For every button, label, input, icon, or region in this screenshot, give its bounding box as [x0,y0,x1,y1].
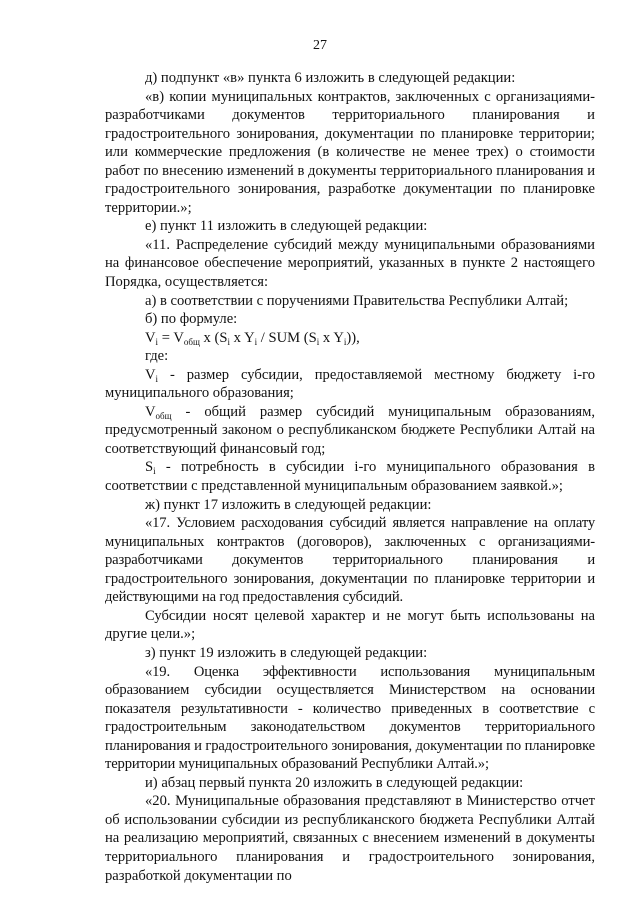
page-number: 27 [313,38,327,53]
formula-y1: Y [244,329,255,346]
formula-s2: S [308,329,317,346]
formula-y1-sub: i [254,336,258,347]
formula-v: V [145,329,156,346]
si-definition-text: - потребность в субсидии i-го муниципального образования в соответствии с представленной муниципальным образованием заявкой.»; [105,459,595,495]
paragraph-e-b: б) по формуле: [145,311,238,328]
paragraph-e-heading: е) пункт 11 изложить в следующей редакции: [145,218,428,235]
symbol-si-sub: i [153,466,156,477]
symbol-vi-sub: i [155,373,159,384]
paragraph-e-body: «11. Распределение субсидий между муниципальными образованиями на финансовое обеспечение мероприятий, указанных в пункте 2 настоящего Порядка, осуществляется: [105,236,595,291]
formula-sum: / SUM ( [257,329,309,346]
formula-eq: = [158,329,174,346]
paragraph-z-body: «19. Оценка эффективности использования муниципальным образованием субсидии осуществляется Министерством на основании показателя результативности - количество приведенных в соответствие с градостроительным законодательством документов территориального планирования и градостроительного зонирования, документации по планировке территории муниципальных образований Республики Алтай.»; [105,663,595,773]
symbol-vi: V [145,366,156,383]
formula-y2: Y [333,329,344,346]
formula-part1: x ( [199,329,220,346]
formula-s2-sub: i [316,336,320,347]
formula-x2: x [319,329,334,346]
symbol-vtotal-sub: общ [155,410,172,421]
formula-s1: S [219,329,228,346]
vtotal-definition-text: - общий размер субсидий муниципальным образованиям, предусмотренный законом о республиканском бюджете Республики Алтай на соответствующий финансовый год; [105,403,595,457]
paragraph-i-heading: и) абзац первый пункта 20 изложить в следующей редакции: [145,774,524,791]
paragraph-zh-heading: ж) пункт 17 изложить в следующей редакции: [145,496,432,513]
paragraph-zh-body2: Субсидии носят целевой характер и не могут быть использованы на другие цели.»; [105,607,595,643]
paragraph-si-definition [105,458,595,495]
formula-y2-sub: i [343,336,347,347]
subsidy-formula [105,329,595,348]
paragraph-i-body: «20. Муниципальные образования представляют в Министерство отчет об использовании субсидии из республиканского бюджета Республики Алтай на реализацию мероприятий, связанных с внесением изменений в документы территориального планирования и градостроительного зонирования, разработкой документации по [105,793,595,884]
symbol-vtotal: V [145,403,156,420]
paragraph-d-body: «в) копии муниципальных контрактов, заключенных с организациями-разработчиками документов территориального планирования и градостроительного зонирования, документации по планировке территории; или коммерческие предложения (в количестве не менее трех) о стоимости работ по внесению изменений в документы территориального планирования и градостроительного зонирования, разработке документации по планировке территории.»; [105,88,595,216]
vi-definition-text: - размер субсидии, предоставляемой местному бюджету i-го муниципального образования; [105,366,595,402]
formula-v-sub: i [155,336,159,347]
paragraph-z-heading: з) пункт 19 изложить в следующей редакции: [145,644,428,661]
paragraph-e-a: а) в соответствии с поручениями Правительства Республики Алтай; [145,292,569,309]
document-body [105,69,595,885]
paragraph-vtotal-definition [105,403,595,459]
symbol-si: S [145,459,154,476]
paragraph-zh-body: «17. Условием расходования субсидий является направление на оплату муниципальных контрактов (договоров), заключенных с организациями-разработчиками документов территориального планирования и градостроительного зонирования, документации по планировке территории и действующими на год предоставления субсидий. [105,515,595,606]
formula-x1: x [230,329,245,346]
formula-vtotal: V [173,329,184,346]
paragraph-d-heading: д) подпункт «в» пункта 6 изложить в следующей редакции: [145,70,516,86]
formula-vtotal-sub: общ [183,336,200,347]
paragraph-vi-definition [105,366,595,403]
formula-s1-sub: i [227,336,230,347]
paragraph-where: где: [145,348,169,365]
formula-end: )), [346,329,360,346]
